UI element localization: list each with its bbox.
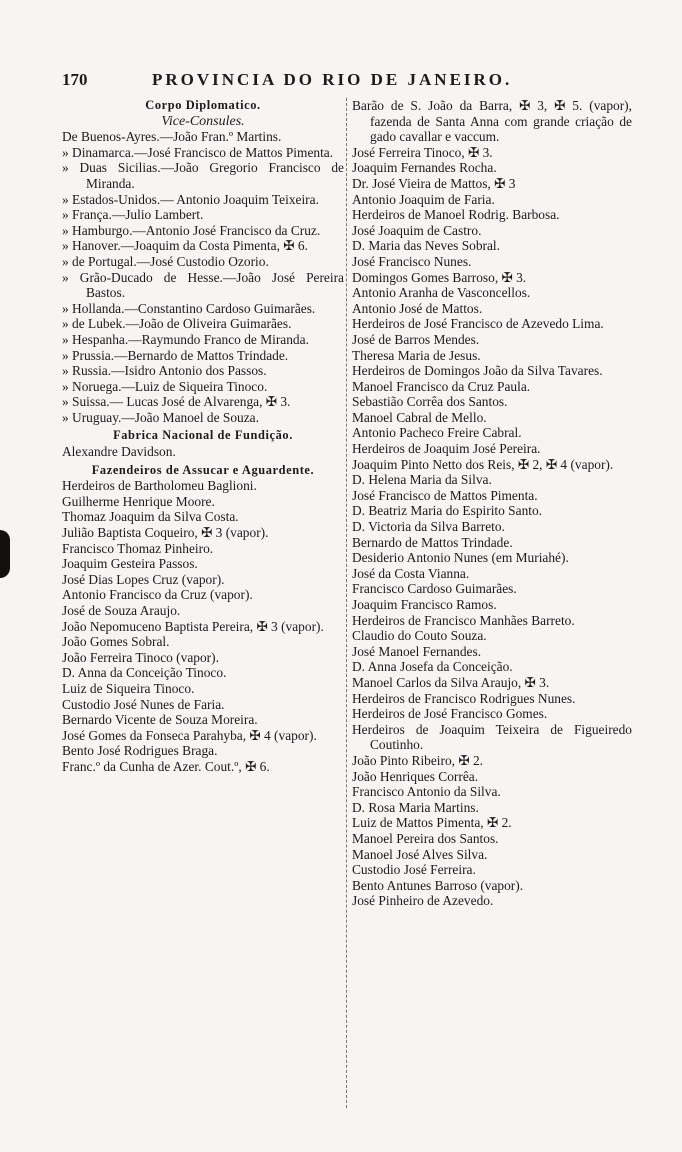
directory-entry: Bernardo Vicente de Souza Moreira. — [62, 712, 258, 728]
directory-entry: João Henriques Corrêa. — [352, 768, 479, 784]
directory-entry: » Prussia.—Bernardo de Mattos Trindade. — [62, 347, 289, 363]
section-list — [62, 478, 344, 774]
directory-entry: Manoel Carlos da Silva Araujo, ✠ 3. — [352, 674, 550, 690]
directory-entry: Domingos Gomes Barroso, ✠ 3. — [352, 269, 527, 285]
directory-entry: » Hespanha.—Raymundo Franco de Miranda. — [62, 331, 309, 347]
directory-entry: » de Portugal.—José Custodio Ozorio. — [62, 253, 269, 269]
section-heading: Corpo Diplomatico. — [145, 98, 261, 112]
directory-entry: D. Beatriz Maria do Espirito Santo. — [352, 503, 543, 519]
directory-entry: Herdeiros de Bartholomeu Baglioni. — [62, 478, 257, 494]
directory-entry: José Francisco Nunes. — [352, 253, 472, 269]
directory-entry: Francisco Cardoso Guimarães. — [352, 581, 517, 597]
directory-entry: Antonio Pacheco Freire Cabral. — [352, 425, 522, 441]
directory-entry: Francisco Thomaz Pinheiro. — [62, 540, 214, 556]
directory-entry: Alexandre Davidson. — [62, 444, 176, 460]
directory-entry: Sebastião Corrêa dos Santos. — [352, 394, 508, 410]
directory-entry: D. Anna Josefa da Conceição. — [352, 659, 513, 675]
directory-entry: Herdeiros de Joaquim José Pereira. — [352, 441, 541, 457]
directory-entry: Theresa Maria de Jesus. — [352, 347, 481, 363]
directory-entry: Herdeiros de Domingos João da Silva Tavares. — [352, 363, 603, 379]
directory-entry: D. Rosa Maria Martins. — [352, 799, 479, 815]
directory-entry: José da Costa Vianna. — [352, 565, 470, 581]
directory-entry: Franc.º da Cunha de Azer. Cout.º, ✠ 6. — [62, 758, 270, 774]
directory-entry: Manoel Francisco da Cruz Paula. — [352, 378, 531, 394]
directory-entry: Bento José Rodrigues Braga. — [62, 743, 218, 759]
directory-entry: José de Souza Araujo. — [62, 603, 181, 618]
directory-entry: Herdeiros de Manoel Rodrig. Barbosa. — [352, 207, 560, 223]
column-divider — [346, 98, 347, 1108]
directory-entry: Herdeiros de José Francisco de Azevedo Lima. — [352, 316, 604, 332]
directory-entry: Custodio José Ferreira. — [352, 862, 476, 878]
directory-entry: Antonio Francisco da Cruz (vapor). — [62, 587, 253, 603]
directory-entry: José Ferreira Tinoco, ✠ 3. — [352, 144, 493, 160]
directory-entry: » Hollanda.—Constantino Cardoso Guimarães. — [62, 300, 316, 316]
section-list — [62, 129, 344, 425]
directory-entry: » Grão-Ducado de Hesse.—João José Pereira Bastos. — [62, 269, 344, 301]
directory-entry: Antonio José de Mattos. — [352, 300, 483, 316]
directory-entry: Luiz de Mattos Pimenta, ✠ 2. — [352, 815, 512, 831]
directory-entry: Guilherme Henrique Moore. — [62, 493, 215, 509]
directory-entry: João Ferreira Tinoco (vapor). — [62, 649, 219, 665]
directory-entry: Herdeiros de Francisco Manhães Barreto. — [352, 612, 575, 628]
section-heading: Fazendeiros de Assucar e Aguardente. — [91, 462, 315, 477]
directory-entry: » Hanover.—Joaquim da Costa Pimenta, ✠ 6. — [62, 238, 308, 254]
section-subheading: Vice-Consules. — [161, 113, 245, 129]
directory-entry: D. Helena Maria da Silva. — [352, 472, 492, 488]
directory-entry: João Pinto Ribeiro, ✠ 2. — [352, 752, 483, 768]
directory-entry: » Noruega.—Luiz de Siqueira Tinoco. — [62, 378, 268, 394]
directory-entry: Bento Antunes Barroso (vapor). — [352, 877, 524, 893]
directory-entry: » Hamburgo.—Antonio José Francisco da Cruz. — [62, 222, 321, 238]
left-column — [62, 98, 344, 775]
directory-entry: Joaquim Pinto Netto dos Reis, ✠ 2, ✠ 4 (vapor). — [352, 456, 614, 472]
directory-entry: José Dias Lopes Cruz (vapor). — [62, 571, 225, 587]
directory-entry: » Estados-Unidos.— Antonio Joaquim Teixeira. — [62, 191, 319, 207]
directory-entry: João Gomes Sobral. — [62, 634, 170, 650]
running-title: PROVINCIA DO RIO DE JANEIRO. — [152, 70, 513, 89]
directory-entry: Custodio José Nunes de Faria. — [62, 696, 225, 712]
directory-entry: » Uruguay.—João Manoel de Souza. — [62, 409, 259, 425]
section-list — [62, 444, 344, 460]
directory-entry: Herdeiros de José Francisco Gomes. — [352, 706, 548, 722]
directory-entry: Joaquim Francisco Ramos. — [352, 597, 497, 612]
directory-entry: Thomaz Joaquim da Silva Costa. — [62, 509, 239, 525]
directory-entry: » França.—Julio Lambert. — [62, 207, 204, 223]
directory-entry: Dr. José Vieira de Mattos, ✠ 3 — [352, 175, 516, 191]
binding-mark — [0, 530, 10, 578]
directory-entry: José Joaquim de Castro. — [352, 222, 482, 238]
directory-entry: D. Maria das Neves Sobral. — [352, 238, 501, 254]
right-column — [352, 98, 632, 909]
page-header — [62, 70, 632, 90]
directory-entry: Herdeiros de Francisco Rodrigues Nunes. — [352, 690, 576, 706]
directory-entry: José Gomes da Fonseca Parahyba, ✠ 4 (vapor). — [62, 727, 317, 743]
directory-entry: José Manoel Fernandes. — [352, 643, 482, 659]
directory-entry: Francisco Antonio da Silva. — [352, 784, 501, 800]
directory-entry: Bernardo de Mattos Trindade. — [352, 534, 513, 550]
directory-entry: Luiz de Siqueira Tinoco. — [62, 680, 195, 696]
directory-entry: Herdeiros de Joaquim Teixeira de Figueiredo Coutinho. — [352, 721, 632, 753]
directory-entry: Manoel Cabral de Mello. — [352, 409, 487, 425]
directory-entry: Claudio do Couto Souza. — [352, 628, 487, 644]
directory-entry: Desiderio Antonio Nunes (em Muriahé). — [352, 550, 569, 566]
directory-entry: De Buenos-Ayres.—João Fran.º Martins. — [62, 129, 282, 145]
directory-entry: » Russia.—Isidro Antonio dos Passos. — [62, 363, 267, 379]
page-number: 170 — [62, 70, 88, 89]
section-heading: Fabrica Nacional de Fundição. — [113, 428, 293, 443]
directory-entry: Joaquim Fernandes Rocha. — [352, 160, 497, 176]
directory-entry: D. Victoria da Silva Barreto. — [352, 519, 505, 535]
directory-entry: José Francisco de Mattos Pimenta. — [352, 487, 538, 503]
directory-entry: » Duas Sicilias.—João Gregorio Francisco de Miranda. — [62, 160, 344, 191]
directory-entry: Antonio Aranha de Vasconcellos. — [352, 285, 531, 301]
directory-entry: José Pinheiro de Azevedo. — [352, 893, 494, 909]
directory-entry: D. Anna da Conceição Tinoco. — [62, 665, 227, 681]
directory-entry: » de Lubek.—João de Oliveira Guimarães. — [62, 316, 292, 332]
directory-entry: Antonio Joaquim de Faria. — [352, 191, 495, 207]
directory-entry: Julião Baptista Coqueiro, ✠ 3 (vapor). — [62, 525, 269, 541]
directory-entry: Manoel Pereira dos Santos. — [352, 830, 499, 846]
directory-entry: Barão de S. João da Barra, ✠ 3, ✠ 5. (vapor), fazenda de Santa Anna com grande criação de gado cavallar e vaccum. — [352, 98, 632, 145]
directory-entry: João Nepomuceno Baptista Pereira, ✠ 3 (vapor). — [62, 618, 324, 634]
directory-entry: » Suissa.— Lucas José de Alvarenga, ✠ 3. — [62, 394, 291, 410]
directory-entry: Joaquim Gesteira Passos. — [62, 556, 198, 572]
directory-entry: José de Barros Mendes. — [352, 331, 480, 347]
directory-entry: Manoel José Alves Silva. — [352, 846, 488, 862]
directory-entry: » Dinamarca.—José Francisco de Mattos Pimenta. — [62, 144, 334, 160]
